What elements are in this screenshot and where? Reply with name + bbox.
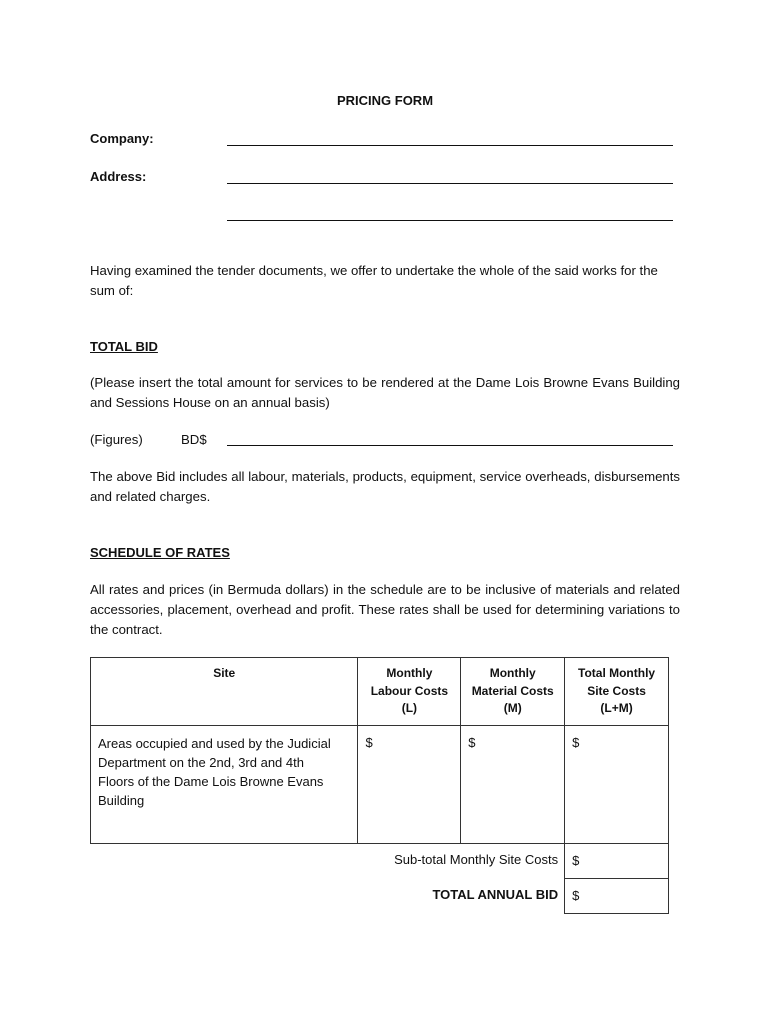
site-line-2: Department on the 2nd, 3rd and 4th [98,755,304,770]
site-line-1: Areas occupied and used by the Judicial [98,736,331,751]
total-annual-bid-cell[interactable]: $ [565,879,669,914]
header-material-line1: Monthly [489,666,536,680]
company-field[interactable] [227,145,673,146]
table-row [91,726,669,844]
address-field-line-2[interactable] [227,220,673,221]
material-cost-cell[interactable]: $ [461,726,565,844]
company-label: Company: [90,131,154,146]
table-header-row [91,658,669,726]
header-labour-line2: Labour Costs [370,683,449,698]
total-cost-cell[interactable]: $ [565,726,669,844]
site-line-3: Floors of the Dame Lois Browne Evans [98,774,324,789]
address-field-line-1[interactable] [227,183,673,184]
bid-figures-field[interactable] [227,445,673,446]
address-label: Address: [90,169,147,184]
subtotal-label: Sub-total Monthly Site Costs [394,852,559,867]
header-total [565,658,669,726]
schedule-description: All rates and prices (in Bermuda dollars) in the schedule are to be inclusive of materials and related accessories, placement, overhead and profit. These rates shall be used for determining variations to the contract. [90,582,680,637]
header-material-line2: Material Costs [471,683,554,698]
total-annual-bid-label: TOTAL ANNUAL BID [432,886,559,902]
subtotal-value-cell[interactable]: $ [565,844,669,879]
bid-includes-text: The above Bid includes all labour, materials, products, equipment, service overheads, disbursements and related charges. [90,469,680,504]
rates-table [90,657,669,914]
site-cell [91,726,358,844]
header-site [91,658,358,726]
form-title: PRICING FORM [336,93,434,108]
header-site-label: Site [213,666,236,680]
figures-label: (Figures) [90,432,143,447]
subtotal-row [91,844,669,879]
header-material [461,658,565,726]
header-labour-line3: (L) [401,701,418,715]
header-total-line3: (L+M) [600,701,633,715]
total-annual-row [91,879,669,914]
header-labour [358,658,461,726]
header-labour-line1: Monthly [386,666,433,680]
total-bid-instruction: (Please insert the total amount for services to be rendered at the Dame Lois Browne Evans Building and Sessions House on an annual basis) [90,375,680,410]
site-line-4: Building [98,793,145,808]
header-material-line3: (M) [503,701,522,715]
labour-cost-cell[interactable]: $ [358,726,461,844]
intro-paragraph: Having examined the tender documents, we offer to undertake the whole of the said works for the sum of: [90,263,658,298]
header-total-line2: Site Costs [587,683,646,698]
total-bid-heading: TOTAL BID [90,339,158,354]
header-total-line1: Total Monthly [578,666,656,680]
schedule-heading: SCHEDULE OF RATES [90,545,230,560]
currency-label: BD$ [181,432,207,447]
